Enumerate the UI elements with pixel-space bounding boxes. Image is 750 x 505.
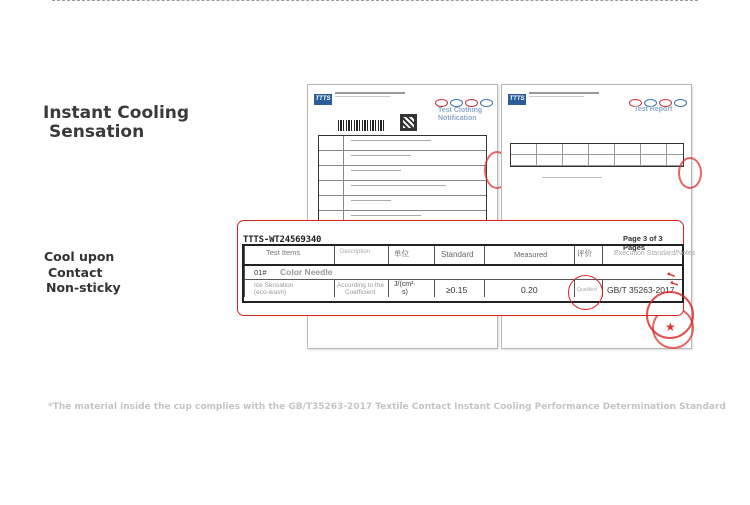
unit-cell <box>394 281 416 297</box>
header-unit: 单位 <box>394 249 409 258</box>
title-line-1: Instant Cooling <box>43 103 190 123</box>
header-standard: Standard <box>441 250 474 259</box>
header-measured: Measured <box>514 250 548 259</box>
document-heading <box>438 107 482 123</box>
separator-line <box>542 177 602 178</box>
header-description: Description <box>340 249 371 255</box>
unit-text: J/(cm²· <box>394 281 416 288</box>
evaluation-result: Qualified <box>577 287 597 293</box>
heading-line: Notification <box>438 115 477 122</box>
header-evaluation: 评价 <box>577 249 592 258</box>
official-seal-icon <box>646 291 694 339</box>
report-summary-table <box>510 143 684 167</box>
report-results-table <box>242 244 696 303</box>
top-dashed-divider <box>52 0 698 1</box>
standard-value: ≥0.15 <box>446 285 468 295</box>
red-circle-mark-icon <box>568 275 603 310</box>
footnote: *The material inside the cup complies with the GB/T35263-2017 Textile Contact Instant Cooling Performance Determination Standard <box>48 402 726 412</box>
method-sub: Coefficient <box>345 289 376 296</box>
sample-name: Color Needle <box>280 267 333 277</box>
heading-line: Test Clothing <box>438 107 483 114</box>
header-test-items: Test Items <box>266 248 301 257</box>
measured-value: 0.20 <box>521 285 538 295</box>
header-execution-notes: Execution Standard/Notes <box>614 250 696 257</box>
execution-standard: GB/T 35263-2017 <box>607 285 675 295</box>
report-number: TTTS-WT24569340 <box>243 235 322 245</box>
test-item-sub: (eco-wash) <box>254 289 287 296</box>
ttts-logo-icon: TTTS <box>508 94 526 105</box>
title-line-2: Sensation <box>49 122 145 142</box>
red-seal-icon <box>678 157 702 189</box>
form-table <box>318 135 487 223</box>
method-text: According to the <box>337 282 384 289</box>
feature-item: Contact <box>48 264 103 280</box>
company-header <box>335 90 405 97</box>
test-item-cell <box>254 282 293 296</box>
method-cell <box>337 282 384 296</box>
unit-sub: s) <box>402 289 408 296</box>
zoomed-report-excerpt <box>237 220 696 316</box>
company-header <box>529 90 599 97</box>
feature-list <box>44 249 121 296</box>
sample-number: 01# <box>254 268 267 277</box>
page-indicator: Page 3 of 3 Pages <box>623 234 663 252</box>
feature-item: Non-sticky <box>46 280 121 295</box>
qr-code-icon <box>400 114 417 131</box>
document-heading: Test Report <box>634 106 673 113</box>
barcode-icon <box>338 120 384 131</box>
feature-item: Cool upon <box>44 249 115 264</box>
page-title <box>43 104 189 142</box>
test-item-name: Ice Sensation <box>254 282 294 289</box>
ttts-logo-icon: TTTS <box>314 94 332 105</box>
seal-star-icon: ★ <box>665 320 676 334</box>
handwritten-mark-icon: ✓✓ <box>662 268 681 291</box>
